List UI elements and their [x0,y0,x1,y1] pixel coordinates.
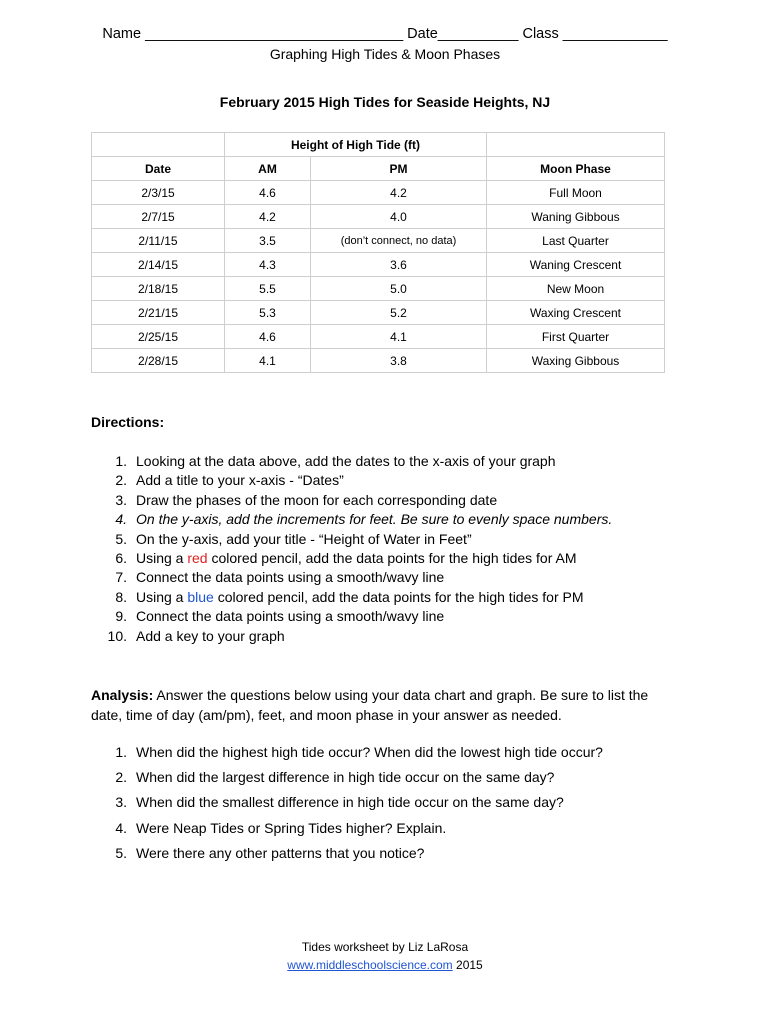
step-number: 4. [115,511,127,528]
am-cell: 4.1 [225,349,311,373]
column-header-date: Date [92,157,225,181]
step-number: 3. [115,491,127,508]
analysis-question [91,792,603,817]
date-cell: 2/7/15 [92,205,225,229]
analysis-question [91,818,603,843]
moon-phase-cell: Waxing Crescent [487,301,665,325]
name-date-class-line: Name ________________________________ Date__________ Class _____________ [102,26,668,42]
height-group-header: Height of High Tide (ft) [225,133,487,157]
step-text: colored pencil, add the data points for the high tides for PM [213,588,584,605]
direction-step [91,530,612,549]
moon-phase-cell: Waning Crescent [487,253,665,277]
colored-word: red [187,549,208,566]
step-text: Looking at the data above, add the dates to the x-axis of your graph [136,453,556,469]
direction-step [91,588,612,607]
table-row [92,277,665,301]
date-cell: 2/21/15 [92,301,225,325]
step-text: Connect the data points using a smooth/wavy line [136,569,445,586]
question-text: Were Neap Tides or Spring Tides higher? Explain. [136,819,447,836]
analysis-question [91,742,603,767]
question-number: 4. [115,819,127,836]
credit-year: 2015 [452,958,483,972]
moon-phase-cell: Waxing Gibbous [487,349,665,373]
direction-step [91,452,612,471]
question-text: When did the highest high tide occur? When did the lowest high tide occur? [136,744,603,760]
pm-cell: 5.2 [311,301,487,325]
direction-step [91,471,612,490]
step-text: On the y-axis, add the increments for feet. Be sure to evenly space numbers. [136,511,613,528]
direction-step [91,491,612,510]
pm-cell: 4.1 [311,325,487,349]
analysis-questions-list [91,742,603,868]
moon-phase-cell: First Quarter [487,325,665,349]
step-number: 2. [115,472,127,489]
table-row [92,205,665,229]
table-row [92,301,665,325]
table-row [92,349,665,373]
question-text: When did the smallest difference in high tide occur on the same day? [136,794,564,811]
step-number: 8. [115,588,127,605]
am-cell: 4.2 [225,205,311,229]
step-number: 7. [115,569,127,586]
empty-header-cell [487,133,665,157]
empty-header-cell [92,133,225,157]
question-number: 2. [115,769,127,786]
step-text: Connect the data points using a smooth/wavy line [136,608,445,625]
column-header-moon-phase: Moon Phase [487,157,665,181]
moon-phase-cell: Waning Gibbous [487,205,665,229]
colored-word: blue [187,588,214,605]
analysis-label: Analysis: [91,687,154,703]
direction-step [91,607,612,626]
am-cell: 4.6 [225,181,311,205]
step-number: 10. [107,627,127,644]
date-cell: 2/18/15 [92,277,225,301]
step-text: On the y-axis, add your title - “Height of Water in Feet” [136,530,472,547]
question-number: 1. [115,744,127,760]
am-cell: 3.5 [225,229,311,253]
column-header-pm: PM [311,157,487,181]
am-cell: 5.5 [225,277,311,301]
date-cell: 2/14/15 [92,253,225,277]
website-link[interactable]: www.middleschoolscience.com [287,958,453,972]
pm-cell: 3.8 [311,349,487,373]
am-cell: 5.3 [225,301,311,325]
pm-cell: 4.0 [311,205,487,229]
table-title: February 2015 High Tides for Seaside Heights, NJ [219,94,551,110]
footer-credit [0,938,770,974]
moon-phase-cell: Last Quarter [487,229,665,253]
question-text: Were there any other patterns that you notice? [136,844,425,861]
table-row [92,253,665,277]
pm-cell: 3.6 [311,253,487,277]
am-cell: 4.6 [225,325,311,349]
table-group-header-row [92,133,665,157]
step-text: Using a [136,549,188,566]
step-text: Draw the phases of the moon for each corresponding date [136,491,498,508]
analysis-question [91,843,603,868]
worksheet-subtitle: Graphing High Tides & Moon Phases [269,46,501,62]
date-cell: 2/3/15 [92,181,225,205]
date-cell: 2/11/15 [92,229,225,253]
pm-cell: (don’t connect, no data) [311,229,487,253]
pm-cell: 4.2 [311,181,487,205]
moon-phase-cell: New Moon [487,277,665,301]
direction-step [91,510,612,529]
column-header-am: AM [225,157,311,181]
step-number: 9. [115,608,127,625]
am-cell: 4.3 [225,253,311,277]
date-cell: 2/28/15 [92,349,225,373]
step-text: Using a [136,588,188,605]
direction-step [91,549,612,568]
directions-heading: Directions: [91,414,165,430]
date-cell: 2/25/15 [92,325,225,349]
question-text: When did the largest difference in high tide occur on the same day? [136,769,555,786]
question-number: 3. [115,794,127,811]
credit-text: Tides worksheet by Liz LaRosa [301,940,469,954]
analysis-paragraph [91,685,671,725]
step-number: 6. [115,549,127,566]
pm-cell: 5.0 [311,277,487,301]
step-number: 5. [115,530,127,547]
moon-phase-cell: Full Moon [487,181,665,205]
direction-step [91,627,612,646]
step-text: Add a title to your x-axis - “Dates” [136,472,344,489]
analysis-question [91,767,603,792]
step-text: colored pencil, add the data points for the high tides for AM [207,549,577,566]
direction-step [91,568,612,587]
directions-list [91,452,612,646]
tides-table [91,132,665,373]
table-row [92,181,665,205]
table-row [92,229,665,253]
step-text: Add a key to your graph [136,627,285,644]
analysis-intro: Answer the questions below using your data chart and graph. Be sure to list the date, time of day (am/pm), feet, and moon phase in your answer as needed. [91,687,649,723]
question-number: 5. [115,844,127,861]
step-number: 1. [115,453,127,469]
table-row [92,325,665,349]
table-column-header-row [92,157,665,181]
credit-link-line [0,956,770,974]
